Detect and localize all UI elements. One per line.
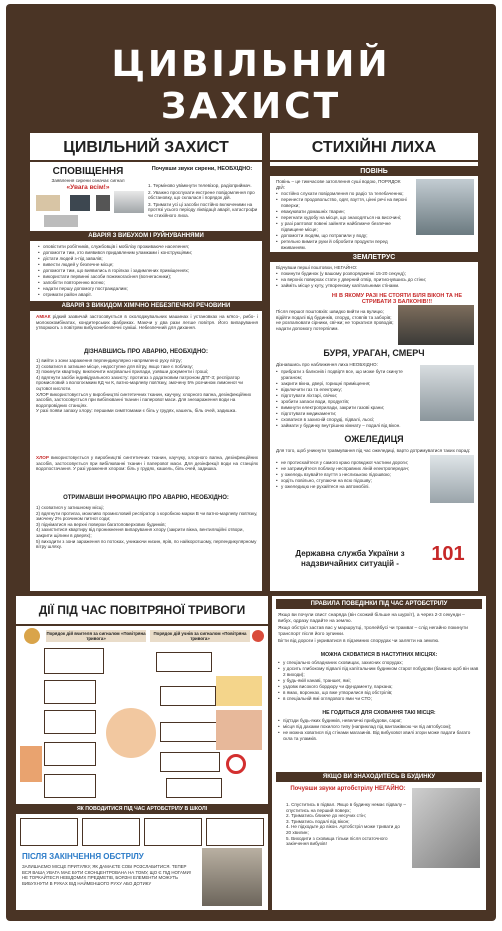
ice-item: • не протискайтеся у самого краю проїжджої частини дороги; bbox=[276, 460, 426, 466]
air-alert-panel bbox=[10, 594, 492, 916]
phone-image bbox=[96, 195, 110, 211]
quake-bar: ЗЕМЛЕТРУС bbox=[270, 252, 478, 262]
quake-item: • на верхніх поверхах стати у дверний отвір, притиснувшись до стіни; bbox=[276, 277, 472, 283]
action-line: 1) вийти з зони зараження перпендикулярно напрямлено руху вітру; bbox=[36, 358, 182, 363]
receive-line: 4) захиститися квартиру від проникнення випарування хлору (закрити вікна, вентиляційні отвори, закрити щілини в дверях); bbox=[36, 527, 244, 538]
receive-title: ОТРИМАВШИ ІНФОРМАЦІЮ ПРО АВАРІЮ, НЕОБХІДНО: bbox=[63, 495, 229, 501]
no-hide-item: • під'їзди будь-яких будинків, невеличкі прибудови, сараї; bbox=[278, 718, 480, 724]
home-step: 5. Виходити з сховища тільки після остаточного закінчення вибухів! bbox=[286, 835, 388, 847]
storm-bar: БУРЯ, УРАГАН, СМЕРЧ bbox=[270, 347, 478, 359]
ice-text: Для того, щоб уникнути травмування під час ожеледиці, варто дотримуватися таких порад: bbox=[276, 448, 471, 453]
ice-bar: ОЖЕЛЕДИЦЯ bbox=[270, 433, 478, 445]
flow-box bbox=[44, 710, 96, 734]
after-text: ЗАЛИШАЄМО МІСЦЕ ПРИТУЛКУ, ЯК ДАМАЄТЕ СОБІ РОЗСЛАБИТИСЯ. ТЕПЕР ВСЯ ВАША УВАГА МАЄ БУТИ СКОНЦЕНТРОВАНА НА ТОМУ, ЩО Є ПІД НОГАМИ! НЕ ТОРКАЙТЕСЯ НЕВІДОМИХ ПРЕДМЕТІВ, БОЯЗНІ ЕЛЕМЕНТИ МОЖУТЬ ВИБУХНУТИ В РУКАХ ВІД НАЙМЕНШОГО РУХУ АБО ДОТИКУ bbox=[22, 864, 191, 886]
storm-item: • сховатися в захисній споруді, підвалі, льосі; bbox=[276, 417, 416, 423]
flood-item: • перегнати худобу на місця, що знаходяться на височині; bbox=[276, 215, 412, 221]
left-panel bbox=[30, 133, 262, 591]
flow-box bbox=[44, 648, 104, 674]
explosion-item: • запобігти повторенню вогню; bbox=[38, 280, 258, 286]
flow-box bbox=[166, 778, 222, 798]
flood-intro: Повінь – це тимчасове затоплення суші водою, ПОРЯДОК ДІЙ: bbox=[276, 179, 401, 190]
rubble-photo bbox=[202, 848, 262, 906]
no-hide-title: НЕ ГОДИТЬСЯ ДЛЯ СХОВАННЯ ТАКІ МІСЦЯ: bbox=[322, 710, 436, 716]
main-title-line1: ЦИВІЛЬНИЙ bbox=[111, 44, 391, 85]
quake-list bbox=[276, 271, 472, 289]
stand-board bbox=[6, 4, 496, 921]
flow-box bbox=[44, 742, 96, 766]
action-line: 2) сховатися в затишне місце, недоступне для вітру, якщо таке є поблизу; bbox=[36, 363, 194, 369]
school-step bbox=[82, 818, 140, 846]
siren-step: 2. Уважно прослухати екстрене повідомлення про обстановку, що склалася і порядок дій. bbox=[148, 189, 255, 201]
storm-list bbox=[276, 369, 416, 429]
receive-line: 2) вдягнути протигаз, можливо промисловий респіратор з коробкою марки В чи ватно-марлеву пов'язку, змочену 2% розчином питної соди; bbox=[36, 510, 258, 522]
quake-photo bbox=[398, 305, 474, 345]
teacher-column-title: Порядок дій вчителя за сигналом «Повітряна тривога» bbox=[46, 631, 146, 641]
speaker-image bbox=[44, 215, 78, 227]
warning-title: СПОВІЩЕННЯ bbox=[52, 166, 124, 177]
explosion-item: • дістати людей з-під завалів; bbox=[38, 256, 258, 262]
hide-item: • у будь-якій канаві, траншеї, ямі; bbox=[278, 678, 480, 684]
flow-box bbox=[44, 680, 96, 704]
storm-photo bbox=[420, 365, 474, 421]
crowd-illustration bbox=[20, 746, 42, 782]
receive-lines bbox=[36, 505, 258, 550]
flood-list bbox=[276, 191, 412, 251]
flood-item: • допомогти людям, що потрапили у воду; bbox=[276, 233, 412, 239]
flow-box bbox=[160, 722, 220, 742]
quake-item: • покинути будинок (у вашому розпорядженні 15-20 секунд); bbox=[276, 271, 472, 277]
artillery-bar: ПРАВИЛА ПОВЕДІНКИ ПІД ЧАС АРТОБСТРІЛУ bbox=[276, 599, 482, 609]
ice-item: • у ожеледицю не рухайтеся на автомобілі. bbox=[276, 484, 426, 490]
storm-item: • прибрати з балконів і подвір'я все, що може бути скинуте ураганом; bbox=[276, 369, 416, 381]
artillery-intro-2: Якщо обстріл застав вас у маршрутці, тролейбусі чи трамваї – слід негайно покинути транспорт після його зупинки. bbox=[278, 626, 468, 637]
action-line: ХЛОР використовується у виробництві синтетичних тканин, каучуку, хлорного вапна, дезінфекційних засобів, застосовується при вибілюванні тканин і паперової маси. Для знезараження води на водопровідних станціях. bbox=[36, 391, 252, 408]
main-title-line2: ЗАХИСТ bbox=[160, 86, 342, 127]
home-steps bbox=[286, 802, 406, 847]
storm-item: • закрити вікна, двері, горищні приміщення; bbox=[276, 381, 416, 387]
chem-intro bbox=[36, 314, 258, 331]
artillery-panel bbox=[272, 596, 486, 910]
explosion-bar: АВАРІЯ З ВИБУХОМ І РУЙНУВАННЯМИ bbox=[30, 231, 262, 241]
ice-item: • не затримуйтеся поблизу несправних ліній електропередач; bbox=[276, 466, 426, 472]
siren-icon bbox=[252, 630, 264, 642]
home-step: 4. Не підходьте до вікон. Артобстріл може тривати до 20 хвилин; bbox=[286, 824, 400, 835]
storm-item: • вимкнути електроприлади, закрити газові крани; bbox=[276, 405, 416, 411]
service-name: Державна служба України з надзвичайних ситуацій - bbox=[295, 549, 405, 568]
hide-list bbox=[278, 660, 480, 702]
pupil-column-title: Порядок дій учнів за сигналом «Повітряна тривога» bbox=[150, 630, 250, 642]
hide-item: • уздовж високого бордюру чи фундаменту, паркана; bbox=[278, 684, 480, 690]
ice-photo bbox=[430, 455, 474, 503]
tv-image bbox=[70, 195, 90, 211]
hide-item: • у спеціально обладнаних сховищах, захисних спорудах; bbox=[278, 660, 480, 666]
explosion-item: • вивести людей у безпечне місце; bbox=[38, 262, 258, 268]
action-lines bbox=[36, 358, 258, 414]
quake-warning: НІ В ЯКОМУ РАЗІ НЕ СТОЯТИ БІЛЯ ВІКОН ТА НЕ СТРИБАТИ З БАЛКОНІВ!!! bbox=[331, 293, 463, 305]
air-alert-bar: ДІЇ ПІД ЧАС ПОВІТРЯНОЇ ТРИВОГИ bbox=[16, 596, 268, 624]
siren-step: 3. Тримати усі ці засоби постійно включеними на протязі усього періоду ліквідації аварії, катастрофи чи стихійного лиха. bbox=[148, 201, 258, 218]
home-bar: ЯКЩО ВИ ЗНАХОДИТЕСЬ В БУДИНКУ bbox=[276, 772, 482, 782]
stairs-illustration bbox=[412, 788, 480, 868]
storm-item: • підготувати ліхтарі, свічки; bbox=[276, 393, 416, 399]
warning-subtitle: Заявлення сирени означає сигнал bbox=[51, 178, 125, 183]
artillery-intro-3: Бігти від дороги і укриватися в підземних спорудах чи залягти на землю. bbox=[278, 639, 440, 644]
children-illustration bbox=[106, 708, 156, 758]
explosion-item: • допомогти тим, що виявились в горілках і задимлених приміщеннях; bbox=[38, 268, 258, 274]
ice-list bbox=[276, 460, 426, 490]
flow-box bbox=[44, 774, 96, 798]
chlorine-body: використовується у виробництві синтетичних тканин, каучуку, хлорного вапна, дезінфекційних засобів, застосовується при вибілюванні тканин і паперової маси. Для дезінфекції води на станціях водопостачання. У разі ураження хлором: біль у грудях, кашель, біль очей, задишка. bbox=[36, 455, 258, 472]
no-hide-item: • місця під дахами похилого типу (наприклад під вантажівкою чи під автобусом); bbox=[278, 724, 480, 730]
hide-item: • в ямах, воронках, що вже утворилися від обстрілів; bbox=[278, 690, 480, 696]
action-line: У разі появи запаху хлору: першими симптомами є біль у грудях, кашель, біль очей, задишка. bbox=[36, 408, 237, 414]
flood-item: • евакуювати домашніх тварин; bbox=[276, 209, 412, 215]
flow-box bbox=[160, 686, 216, 706]
storm-item: • зробити запаси води, продуктів; bbox=[276, 399, 416, 405]
explosion-item: • надати першу допомогу постраждалим; bbox=[38, 286, 258, 292]
explosion-item: • використати первинні засоби пожежогасіння (вогнегасники); bbox=[38, 274, 258, 280]
chem-bar: АВАРІЯ З ВИКИДОМ ХІМІЧНО НЕБЕЗПЕЧНОЇ РЕЧОВИНИ bbox=[30, 301, 262, 311]
school-step bbox=[20, 818, 78, 846]
after-title: ПІСЛЯ ЗАКІНЧЕННЯ ОБСТРІЛУ bbox=[22, 852, 144, 861]
left-heading: ЦИВІЛЬНИЙ ЗАХИСТ bbox=[30, 139, 262, 162]
flood-item: • ретельно вимити руки й обробити продукти перед вживанням. bbox=[276, 239, 412, 251]
explosion-item: • отримати район аварії. bbox=[38, 292, 258, 298]
right-heading: СТИХІЙНІ ЛИХА bbox=[270, 139, 478, 162]
siren-step: 1. Терміново увімкнути телевізор, радіоприймач. bbox=[148, 183, 252, 188]
ammonia-label: АМІАК bbox=[36, 314, 51, 319]
flood-bar: ПОВІНЬ bbox=[270, 166, 478, 176]
receive-line: 5) виходити з зони зараження по потоках, уникаючи низин, ярів, по найкоротшому, перпендикулярному вітру шляху. bbox=[36, 538, 257, 550]
warning-call: «Увага всім!» bbox=[66, 184, 110, 191]
shelter-illustration bbox=[216, 710, 262, 750]
classroom-illustration bbox=[216, 676, 262, 706]
explosion-item: • оповістити робітників, службовців і мобілізу проживаюче населення; bbox=[38, 244, 258, 250]
receive-line: 3) підніматися на верхні поверхи багатоповерхових будинків; bbox=[36, 521, 166, 527]
hide-title: МОЖНА СХОВАТИСЯ В НАСТУПНИХ МІСЦЯХ: bbox=[320, 652, 438, 658]
artillery-intro: Якщо ви почули свист снаряда (він схожий більше на шурхіт), а через 2-3 секунди – вибух, одразу падайте на землю. bbox=[278, 613, 465, 624]
right-panel bbox=[270, 133, 478, 591]
service-number: 101 bbox=[431, 543, 465, 565]
no-hide-item: • не можна ховатися під стінами магазинів. Від вибухової хвилі згори може падати багато скла та уламків. bbox=[278, 730, 480, 742]
storm-item: • підготувати медикаменти; bbox=[276, 411, 416, 417]
siren-steps bbox=[148, 183, 258, 219]
action-line: 4) вдягнути засіби індивідуального захисту: протигаз з додатковим патроном ДПГ-3; респіратор промисловий з вологоємким КД чи К, ватно-марлеву пов'язку, змочену 5% розчином лимонної чи оцтової кислоти. bbox=[36, 374, 243, 391]
flow-box bbox=[160, 752, 220, 772]
home-title: Почувши звуки артобстрілу НЕГАЙНО: bbox=[290, 786, 406, 792]
receive-line: 1) сховатися у затишному місці; bbox=[36, 505, 104, 510]
radio-image bbox=[36, 195, 60, 211]
no-phone-icon bbox=[226, 754, 246, 774]
ice-item: • у ожеледь взувайте взуття з неслизькою підошвою; bbox=[276, 472, 426, 478]
flood-item: • перенести продовольство, одяг, взуття, цінні речі на верхні поверхи; bbox=[276, 197, 412, 209]
flood-item: • постійно слухати повідомлення по радіо та телебаченню; bbox=[276, 191, 412, 197]
explosion-item: • допомогти тим, хто виявився придавленим уламками і конструкціями; bbox=[38, 250, 258, 256]
school-step bbox=[206, 818, 264, 846]
home-step: 3. Триматись подалі від вікон; bbox=[286, 818, 350, 824]
no-hide-list bbox=[278, 718, 480, 742]
alarm-icon bbox=[24, 628, 40, 644]
action-title: ДІЗНАВШИСЬ ПРО АВАРІЮ, НЕОБХІДНО: bbox=[84, 349, 208, 355]
chlorine-text bbox=[36, 455, 258, 472]
quake-intro: Відчувши перші поштовхи, НЕГАЙНО: bbox=[276, 265, 358, 270]
flood-photo bbox=[416, 179, 474, 235]
flood-item: • у разі раптової повені зайняти найближче безпечне підвищене місце; bbox=[276, 221, 412, 233]
school-bar: ЯК ПОВОДИТИСЯ ПІД ЧАС АРТОБСТРІЛУ В ШКОЛІ bbox=[16, 804, 268, 814]
quake-after: Після першої поштовхів: швидко вийти на вулицю; відійти подалі від будинків, споруд, стовпів та заборів; не розпалювати сірники, свічки; не торкатися проводів; надати допомогу потерпілим. bbox=[276, 309, 394, 331]
flow-box bbox=[156, 652, 212, 672]
storm-item: • відключити газ та електрику; bbox=[276, 387, 416, 393]
chlorine-label: ХЛОР bbox=[36, 455, 49, 460]
siren-title: Почувши звуки сирени, НЕОБХІДНО: bbox=[151, 166, 253, 172]
storm-intro: Дізнавшись про наближення лиха НЕОБХІДНО: bbox=[276, 362, 378, 367]
explosion-list bbox=[38, 244, 258, 298]
storm-item: • займати у будинку внутрішню кімнату – подалі від вікон. bbox=[276, 423, 416, 429]
ice-item: • ходіть повільно, ступаючи на всю підошву; bbox=[276, 478, 426, 484]
hide-item: • в спеціальній ямі оглядового ями чи СТО; bbox=[278, 696, 480, 702]
action-line: 3) покинути квартиру, виключити нагрівальні прилади, узявши документи і гроші; bbox=[36, 369, 209, 375]
school-step bbox=[144, 818, 202, 846]
quake-item: • займіть місце у куту, утвореному капітальними стінами. bbox=[276, 283, 472, 289]
ammonia-text: рідкий зазвичай застосовується в охолоджувальних машинах і установках на м'ясо-, рибо- і молококомбінатах, кондитерських фабриках. Маючи у два рази легше повітря. Його випарування утворюють з повітрям вибухонебезпечні суміші. Небезпечний для дихання. bbox=[36, 314, 258, 331]
hide-item: • у досить глибокому підвалі під капітальним будинком старої побудови (бажано щоб він мав 2 виходи); bbox=[278, 666, 480, 678]
air-alert-content bbox=[16, 626, 268, 910]
siren-car-image bbox=[114, 191, 144, 213]
home-step: 2. Триматись ближче до несучих стін; bbox=[286, 813, 366, 819]
home-step: 1. Спуститись в підвал. Якщо в будинку немає підвалу – спуститись на перший поверх; bbox=[286, 802, 406, 813]
